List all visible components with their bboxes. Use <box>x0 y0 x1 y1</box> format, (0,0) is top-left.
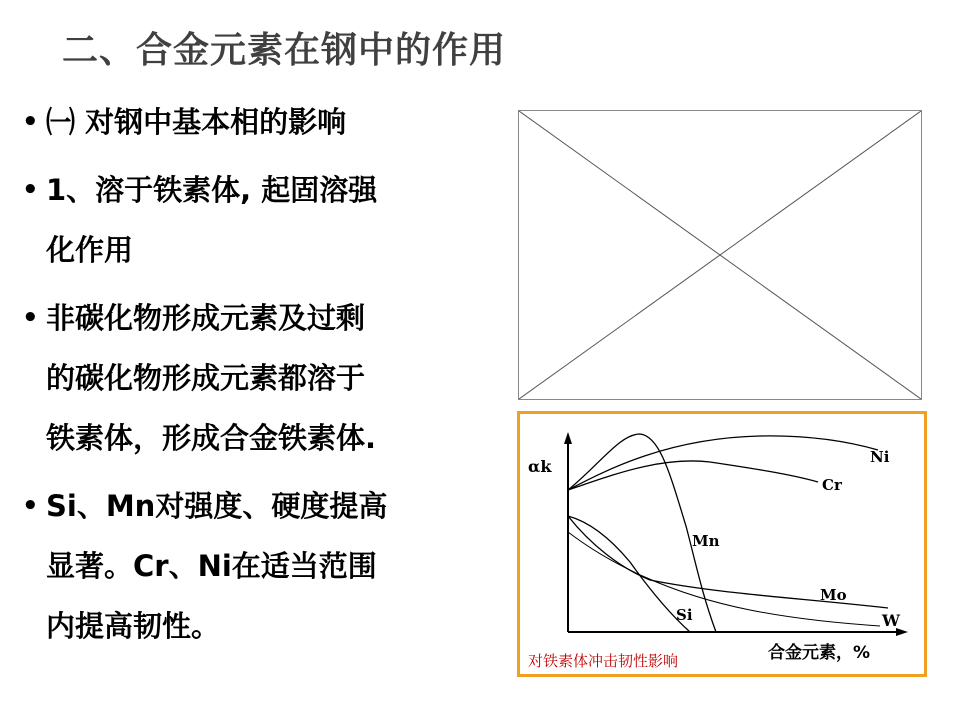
y-axis-label: αk <box>528 457 552 476</box>
bullet-line: • Si、Mn对强度、硬度提高 <box>46 489 388 523</box>
bullet-line: 化作用 <box>46 233 134 267</box>
toughness-diagram <box>517 411 927 677</box>
curve-cr <box>568 461 818 490</box>
curve-label-si: Si <box>676 606 693 624</box>
bullet-item <box>22 160 492 280</box>
x-axis-label: 合金元素，% <box>768 643 871 663</box>
page-title: 二、合金元素在钢中的作用 <box>62 30 507 71</box>
bullet-line: • 非碳化物形成元素及过剩 <box>46 301 366 335</box>
curve-si <box>568 516 690 632</box>
bullet-line: 内提高韧性。 <box>46 609 221 643</box>
diagram-caption: 对铁素体冲击韧性影响 <box>528 652 679 670</box>
bullet-item <box>22 476 492 656</box>
curve-label-mn: Mn <box>692 532 720 550</box>
diagram-canvas <box>520 414 924 674</box>
curve-label-ni: Ni <box>870 448 890 466</box>
placeholder-cross-icon <box>519 111 921 399</box>
x-axis-symbol: W <box>882 611 900 630</box>
bullet-item <box>22 92 492 152</box>
bullet-item <box>22 288 492 468</box>
bullet-line: 铁素体，形成合金铁素体. <box>46 421 377 455</box>
bullet-line: 显著。Cr、Ni在适当范围 <box>46 549 377 583</box>
bullet-list <box>22 92 492 656</box>
image-placeholder <box>518 110 922 400</box>
curve-label-mo: Mo <box>820 586 847 604</box>
bullet-line: • 1、溶于铁素体, 起固溶强 <box>46 173 378 207</box>
bullet-line: 的碳化物形成元素都溶于 <box>46 361 366 395</box>
y-axis-arrow <box>564 432 572 444</box>
bullet-line: • ㈠ 对钢中基本相的影响 <box>46 105 347 139</box>
curve-label-cr: Cr <box>822 476 842 494</box>
